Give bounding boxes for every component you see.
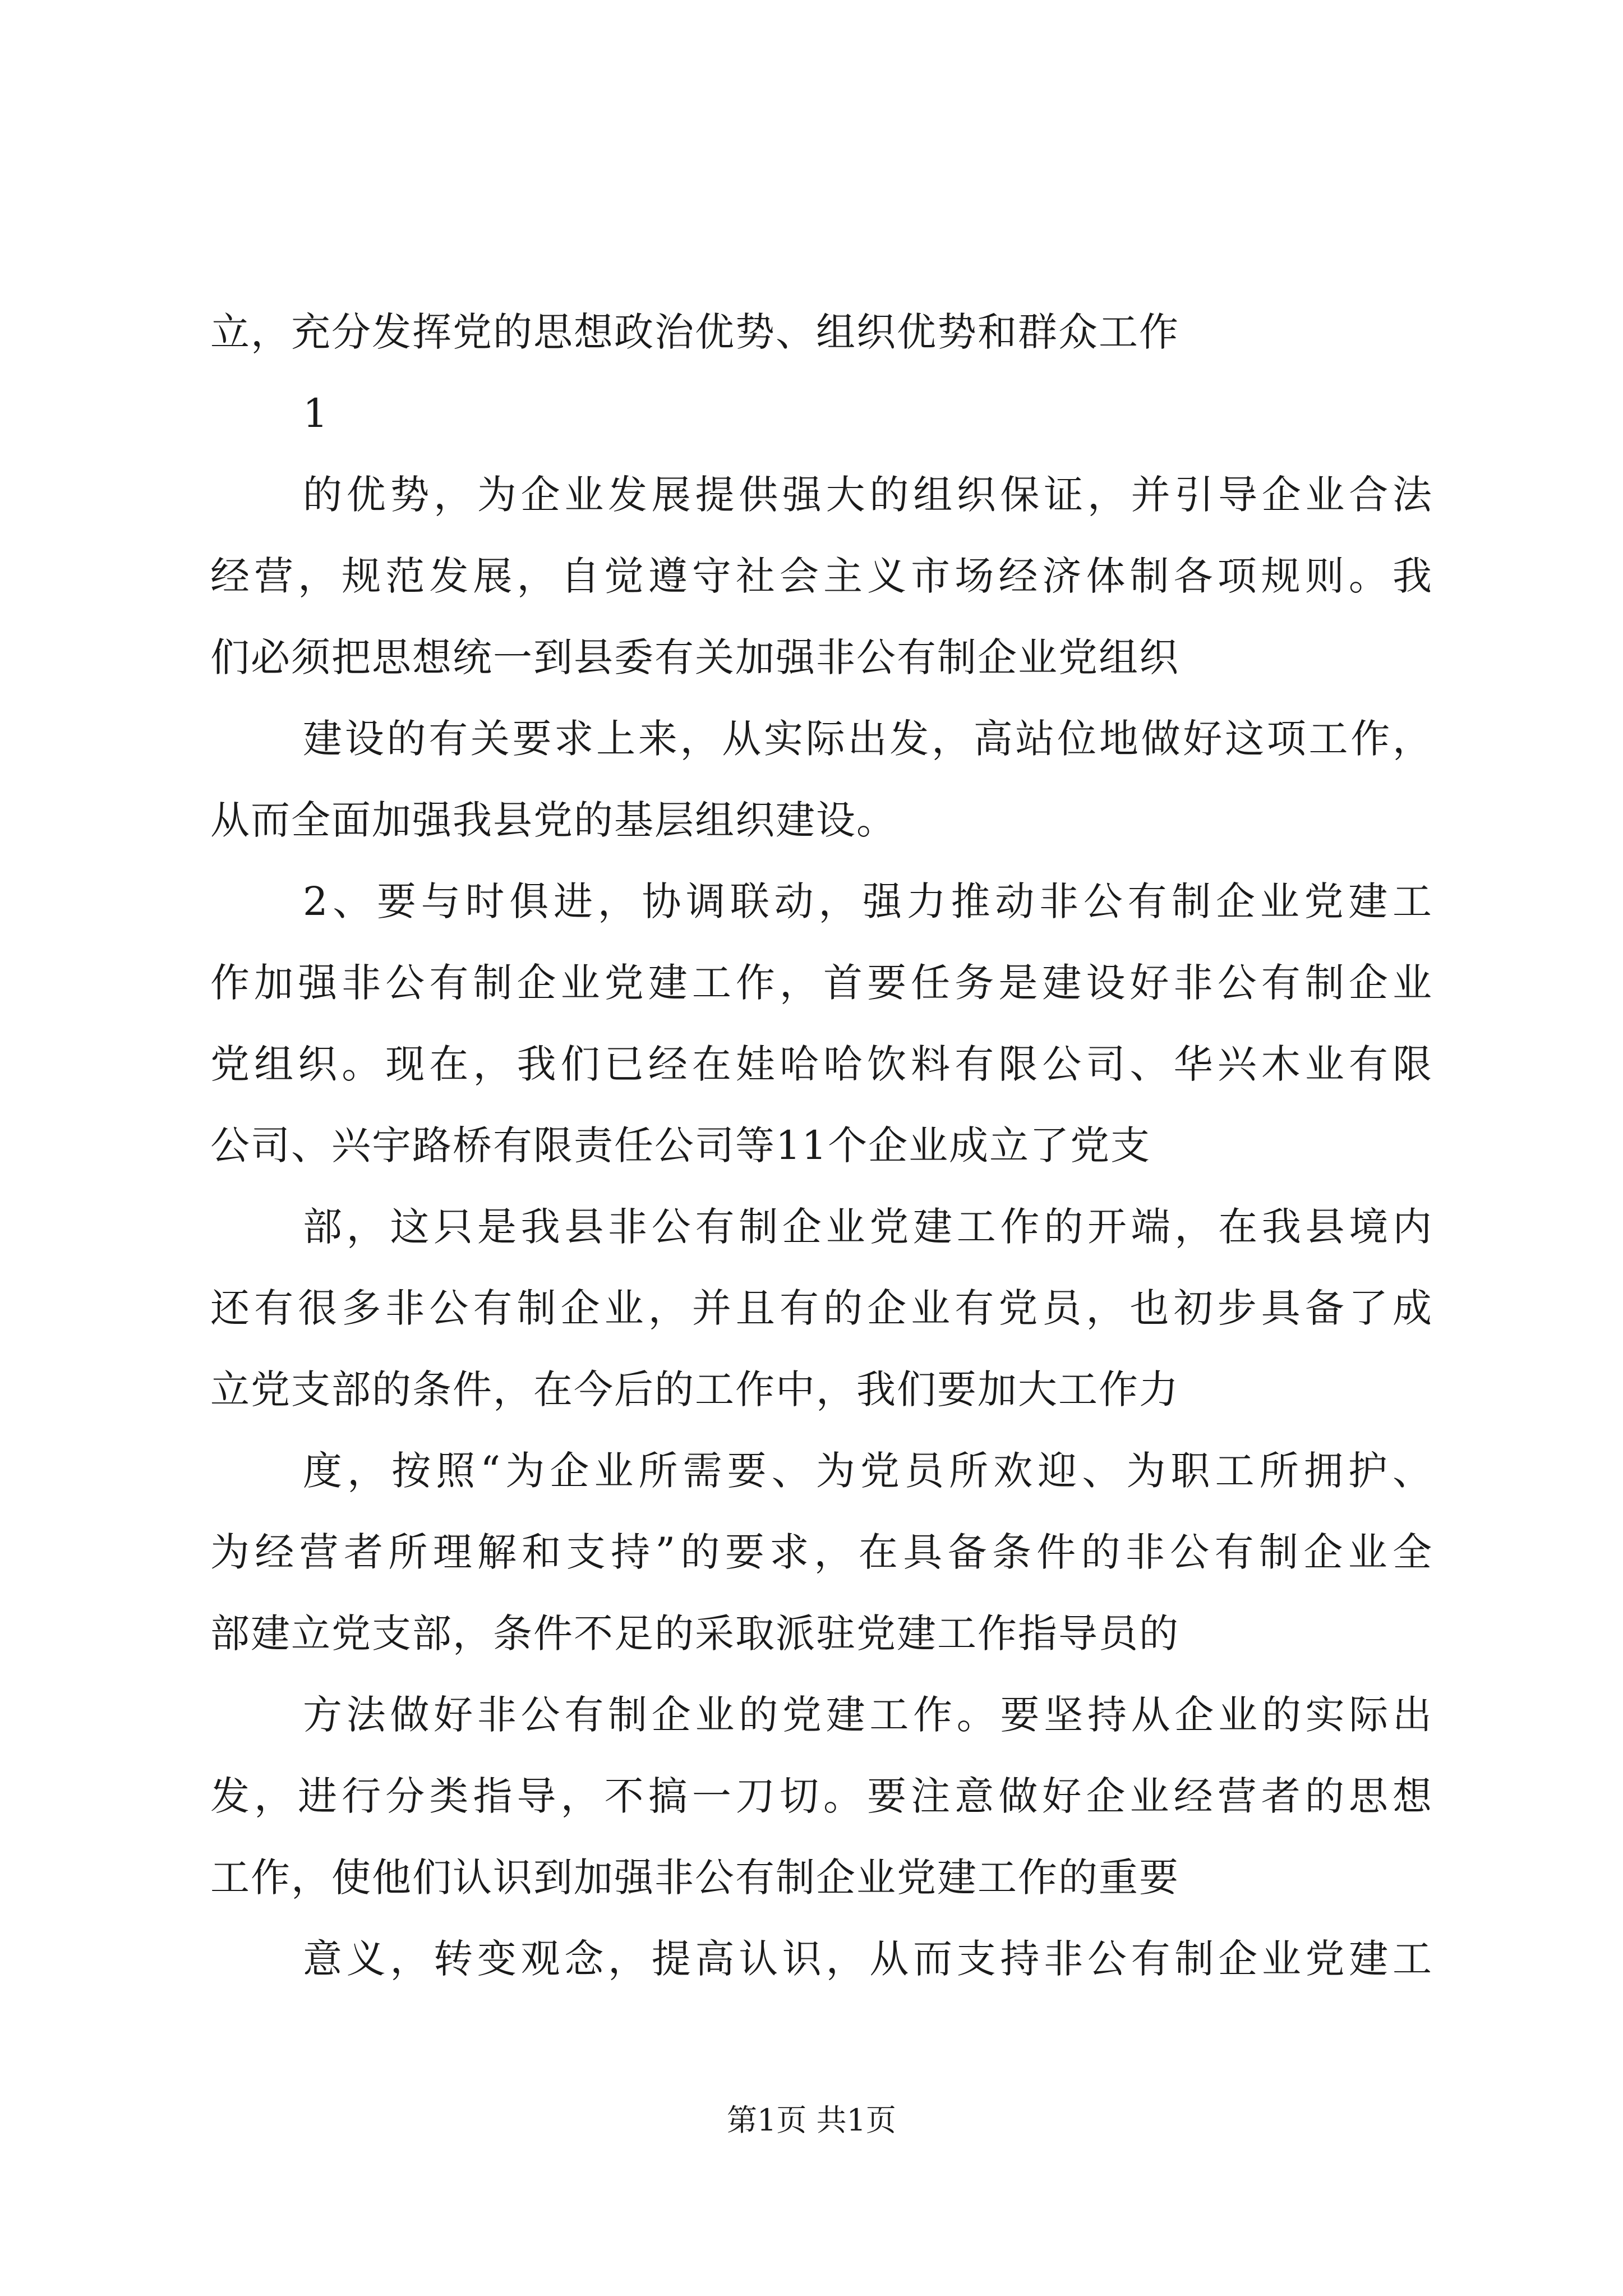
document-body	[210, 292, 1433, 2000]
text-line: 度，按照“为企业所需要、为党员所欢迎、为职工所拥护、	[303, 1448, 1433, 1494]
text-line: 公司、兴宇路桥有限责任公司等11个企业成立了党支	[210, 1122, 1151, 1168]
page-number-label: 第1页 共1页	[727, 2102, 896, 2138]
text-line: 立党支部的条件，在今后的工作中，我们要加大工作力	[210, 1366, 1179, 1412]
text-line: 为经营者所理解和支持”的要求，在具备条件的非公有制企业全	[210, 1529, 1433, 1575]
text-line: 立，充分发挥党的思想政治优势、组织优势和群众工作	[210, 309, 1179, 355]
text-line: 建设的有关要求上来，从实际出发，高站位地做好这项工作，	[303, 716, 1433, 762]
text-line: 作加强非公有制企业党建工作，首要任务是建设好非公有制企业	[210, 960, 1433, 1006]
text-line: 们必须把思想统一到县委有关加强非公有制企业党组织	[210, 634, 1179, 680]
text-line: 方法做好非公有制企业的党建工作。要坚持从企业的实际出	[303, 1692, 1433, 1738]
page-footer	[0, 2098, 1623, 2143]
text-line: 经营，规范发展，自觉遵守社会主义市场经济体制各项规则。我	[210, 553, 1433, 599]
text-line: 从而全面加强我县党的基层组织建设。	[210, 797, 897, 843]
text-line: 党组织。现在，我们已经在娃哈哈饮料有限公司、华兴木业有限	[210, 1041, 1433, 1087]
text-line: 工作，使他们认识到加强非公有制企业党建工作的重要	[210, 1855, 1179, 1901]
text-line: 的优势，为企业发展提供强大的组织保证，并引导企业合法	[303, 472, 1433, 518]
text-line: 意义，转变观念，提高认识，从而支持非公有制企业党建工	[303, 1936, 1433, 1982]
text-line: 还有很多非公有制企业，并且有的企业有党员，也初步具备了成	[210, 1285, 1433, 1331]
inline-page-number: 1	[303, 390, 329, 436]
text-line: 部，这只是我县非公有制企业党建工作的开端，在我县境内	[303, 1204, 1433, 1250]
text-line: 发，进行分类指导，不搞一刀切。要注意做好企业经营者的思想	[210, 1773, 1433, 1819]
text-line: 部建立党支部，条件不足的采取派驻党建工作指导员的	[210, 1611, 1179, 1657]
text-line: 2、要与时俱进，协调联动，强力推动非公有制企业党建工	[303, 878, 1433, 924]
